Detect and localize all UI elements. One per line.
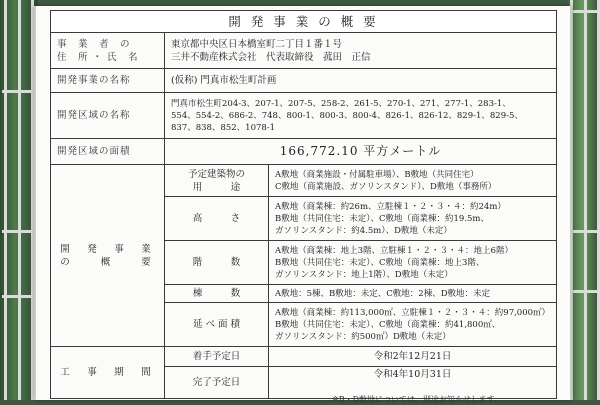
- use-label: 予定建築物の 用 途: [165, 165, 269, 197]
- area-name-value: 門真市松生町204-3、207-1、207-5、258-2、261-5、270-1、271、277-1、283-1、 554、554-2、686-2、748、800-1、800-3、800-4、826-1、826-12、829-1、829-5、 837、838、852、1078-1: [165, 93, 557, 139]
- overview-label: 開 発 事 業 の 概 要: [51, 165, 165, 347]
- height-value: A敷地（商業棟：約26m、立駐棟１・２・３・４：約24m） B敷地（共同住宅：未定）、C敷地（商業棟：約19.5m、 ガソリンスタンド：約4.5m）、D敷地（未定）: [269, 197, 557, 241]
- area-size-value: 166,772.10 平方メートル: [165, 139, 557, 165]
- floors-label: 階 数: [165, 241, 269, 285]
- buildings-label: 棟 数: [165, 285, 269, 303]
- floors-value: A敷地（商業棟：地上3階、立駐棟１・２・３・４：地上6階） B敷地（共同住宅：未定）、C敷地（商業棟：地上3階、 ガソリンスタンド：地上1階）、D敷地（未定）: [269, 241, 557, 285]
- height-label: 高 さ: [165, 197, 269, 241]
- development-overview-sheet: [50, 10, 556, 404]
- overview-table: [50, 10, 557, 399]
- floor-area-value: A敷地（商業棟：約113,000㎡、立駐棟１・２・３・４：約97,000㎡） B敷地（共同住宅：未定）、C敷地（商業棟：約41,800㎡、 ガソリンスタンド：約500㎡）D敷地（未定）: [269, 303, 557, 347]
- fence-left: [2, 0, 36, 400]
- end-date-label: 完了予定日: [165, 367, 269, 399]
- sheet-title: 開 発 事 業 の 概 要: [51, 11, 557, 33]
- area-name-label: 開発区域の名称: [51, 93, 165, 139]
- project-name-value: (仮称) 門真市松生町計画: [165, 69, 557, 93]
- end-date-value: 令和4年10月31日: [269, 367, 557, 399]
- floor-area-label: 延 べ 面 積: [165, 303, 269, 347]
- project-name-label: 開発事業の名称: [51, 69, 165, 93]
- buildings-value: A敷地：5棟、B敷地：未定、C敷地：2棟、D敷地：未定: [269, 285, 557, 303]
- schedule-note: ※B・D敷地については、別途お知らせします。: [332, 395, 502, 404]
- notice-board: [34, 6, 572, 404]
- schedule-label: 工 事 期 間: [51, 347, 165, 399]
- start-date-label: 着手予定日: [165, 347, 269, 367]
- applicant-value: 東京都中央区日本橋室町二丁目１番１号 三井不動産株式会社 代表取締役 菰田 正信: [165, 33, 557, 69]
- area-size-label: 開発区域の面積: [51, 139, 165, 165]
- start-date-value: 令和2年12月21日: [269, 347, 557, 367]
- use-value: A敷地（商業施設・付属駐車場）、B敷地（共同住宅） C敷地（商業施設、ガソリンスタンド）、D敷地（事務所）: [269, 165, 557, 197]
- applicant-label: 事 業 者 の 住 所 ・ 氏 名: [51, 33, 165, 69]
